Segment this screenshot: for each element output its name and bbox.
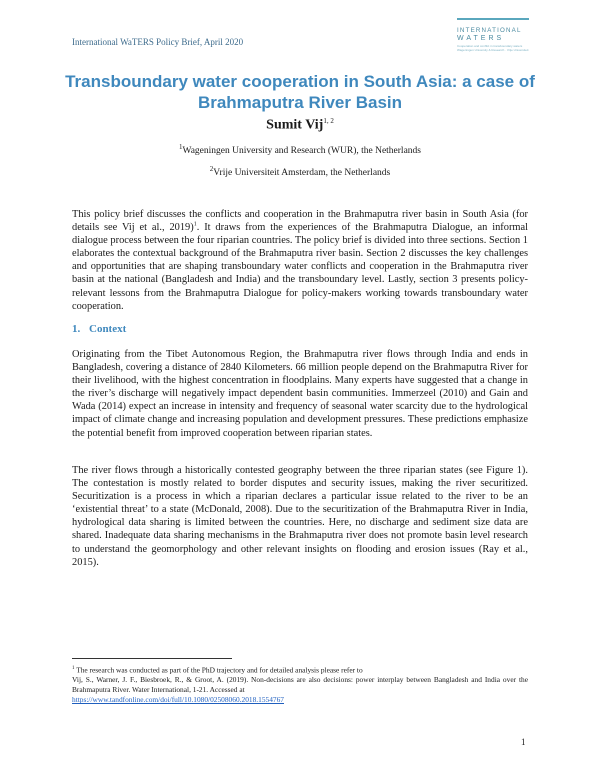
affiliation-2 [0, 165, 600, 178]
intro-text-a: This policy brief discusses the conflicts and cooperation in the Brahmaputra river basin in South Asia (for details see Vij et al., 2019) [72, 209, 528, 234]
context-paragraph-1: Originating from the Tibet Autonomous Region, the Brahmaputra river flows through India and ends in Bangladesh, covering a distance of 2840 Kilometers. 66 million people depend on the Brahmaputra River for their livelihood, with the highest concentration in floodplains. Many experts have suggested that a change in the river’s discharge will negatively impact dependent basin communities. Immerzeel (2010) and Gain and Wada (2014) expect an increase in intensity and frequency of seasonal water scarcity due to the hydrological impact of climate change and increasing population and development pressures. These predictions emphasize the potential benefit from improved cooperation between riparian states. [72, 349, 528, 439]
affiliation-2-sup: 2 [209, 165, 214, 173]
footnote-line1-text: The research was conducted as part of the PhD trajectory and for detailed analysis please refer to [74, 665, 363, 675]
international-waters-logo [457, 18, 529, 62]
affiliation-1-sup: 1 [178, 143, 183, 151]
intro-paragraph [72, 208, 528, 313]
footnote-link[interactable]: https://www.tandfonline.com/doi/full/10.1080/02508060.2018.1554767 [72, 695, 284, 705]
running-header: International WaTERS Policy Brief, April 2020 [72, 37, 244, 47]
author [0, 117, 600, 134]
logo-tagline [457, 45, 529, 52]
author-name: Sumit Vij [266, 117, 324, 133]
section-heading-context [72, 323, 126, 335]
affiliation-1-text: Wageningen University and Research (WUR), the Netherlands [182, 146, 421, 157]
document-title: Transboundary water cooperation in South Asia: a case of Brahmaputra River Basin [65, 72, 535, 112]
footnote-divider [72, 658, 232, 659]
section-title: Context [89, 323, 127, 335]
intro-text-b: . It draws from the experiences of the Brahmaputra Dialogue, an informal dialogue process between the four riparian countries. The policy brief is divided into three sections. Section 1 elaborates the contextual background of the Brahmaputra river basin. Section 2 discusses the key challenges and opportunities that are shaping transboundary water conflicts and cooperation in the Brahmaputra river basin at the national (Bangladesh and India) and the transboundary level. Lastly, section 3 presents policy-relevant lessons from the Brahmaputra Dialogue for policy-makers working towards transboundary water cooperation. [72, 222, 528, 312]
footnote-sup: 1 [72, 666, 75, 671]
logo-line2: WATERS [457, 35, 505, 42]
footnote-ref[interactable]: 1 [193, 221, 197, 228]
logo-line1: INTERNATIONAL [457, 27, 522, 34]
page-number: 1 [521, 737, 526, 747]
footnote-citation: Vij, S., Warner, J. F., Biesbroek, R., & Groot, A. (2019). Non-decisions are also decisions: power interplay between Bangladesh and India over the Brahmaputra River. Water International, 1-21. Accessed at [72, 675, 528, 695]
footnote [72, 664, 528, 705]
logo-tagline-1: Cooperation and conflict in transboundary waters [457, 44, 523, 48]
logo-tagline-2: Wageningen University & Research · Vrije Universiteit [457, 47, 529, 52]
author-sup: 1, 2 [323, 117, 334, 125]
logo-top-bar [457, 18, 529, 20]
section-number: 1. [72, 323, 81, 335]
affiliation-2-text: Vrije Universiteit Amsterdam, the Netherlands [213, 168, 391, 179]
context-paragraph-2: The river flows through a historically contested geography between the three riparian states (see Figure 1). The contestation is mostly related to border disputes and security issues, making the river securitized. Securitization is a process in which a riparian declares a particular issue related to the river to be an ‘existential threat’ to a state (McDonald, 2008). Due to the securitization of the Brahmaputra River in India, hydrological data sharing is limited between the countries. Here, no discharge and sediment size data are shared. Inadequate data sharing mechanisms in the Brahmaputra river does not promote basin level research to understand the geomorphology and other relevant insights on flooding and erosion issues (Ray et al., 2015). [72, 465, 528, 568]
footnote-line1 [72, 664, 528, 675]
affiliation-1 [0, 143, 600, 156]
